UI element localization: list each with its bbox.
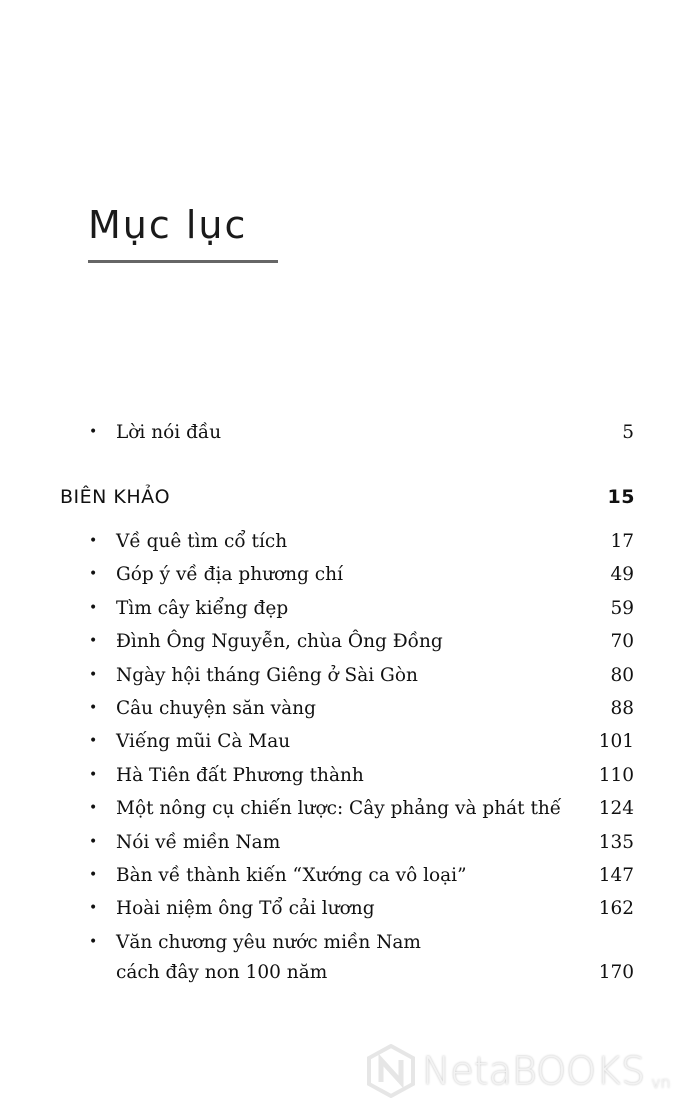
toc-entry [0,832,700,862]
brand-suffix: vn [651,1073,671,1092]
entry-title-line2: cách đây non 100 năm [116,961,328,983]
bullet-icon: • [89,733,98,750]
section-heading [60,486,635,508]
entry-page: 5 [622,422,634,443]
bullet-icon: • [89,833,98,850]
toc-entry [0,665,700,695]
bullet-icon: • [89,800,98,817]
toc-entry [0,564,700,594]
entry-title: Nói về miền Nam [116,831,281,853]
netabooks-logo-icon [366,1044,416,1098]
toc-entry [0,698,700,728]
bullet-icon: • [89,900,98,917]
entry-title: Hoài niệm ông Tổ cải lương [116,898,375,920]
entry-page: 17 [610,531,634,552]
toc-entry-preface [0,422,700,452]
entry-page: 147 [598,865,634,886]
brand-name: NetaBOOKS [422,1049,646,1093]
entry-title: Góp ý về địa phương chí [116,564,343,586]
entry-page: 124 [598,798,634,820]
bullet-icon: • [89,633,98,650]
bullet-icon: • [89,933,98,950]
entry-title: Một nông cụ chiến lược: Cây phảng và phát thế [116,798,562,820]
page-title: Mục lục [88,203,248,247]
bullet-icon: • [89,867,98,883]
entry-title: Bàn về thành kiến “Xướng ca vô loại” [116,865,467,886]
toc-entry [0,731,700,761]
bullet-icon: • [89,700,98,716]
entry-title-line1: Văn chương yêu nước miền Nam [116,931,421,953]
bullet-icon: • [89,766,98,783]
entry-page: 135 [598,831,634,853]
entry-page: 88 [610,698,634,719]
bullet-icon: • [89,666,98,683]
toc-entry [0,798,700,828]
bullet-icon: • [89,533,98,549]
entry-title: Lời nói đầu [116,422,222,443]
title-underline [88,260,278,263]
entry-title: Tìm cây kiểng đẹp [116,597,289,619]
bullet-icon: • [89,566,98,583]
toc-entry [0,631,700,661]
entry-page: 170 [598,961,634,983]
toc-entry [0,898,700,928]
toc-entry [0,865,700,895]
entry-title: Câu chuyện săn vàng [116,698,316,719]
entry-page: 101 [598,731,634,753]
entry-page: 110 [598,764,634,786]
entry-page: 80 [610,664,634,686]
toc-entry-continuation [0,962,700,992]
entry-page: 70 [610,631,634,653]
entry-page: 49 [610,564,634,586]
entry-page: 162 [598,898,634,920]
netabooks-watermark [366,1044,671,1098]
entry-page: 59 [610,597,634,619]
toc-entry [0,531,700,561]
entry-title: Về quê tìm cổ tích [116,531,288,552]
section-page: 15 [607,486,635,508]
bullet-icon: • [89,599,98,616]
toc-entry [0,765,700,795]
entry-title: Đình Ông Nguyễn, chùa Ông Đồng [116,631,443,653]
entry-title: Hà Tiên đất Phương thành [116,764,364,786]
toc-entry [0,932,700,962]
section-title: BIÊN KHẢO [60,486,171,508]
entry-title: Viếng mũi Cà Mau [116,731,291,753]
entry-title: Ngày hội tháng Giêng ở Sài Gòn [116,664,418,686]
toc-entry [0,598,700,628]
bullet-icon: • [89,424,98,440]
